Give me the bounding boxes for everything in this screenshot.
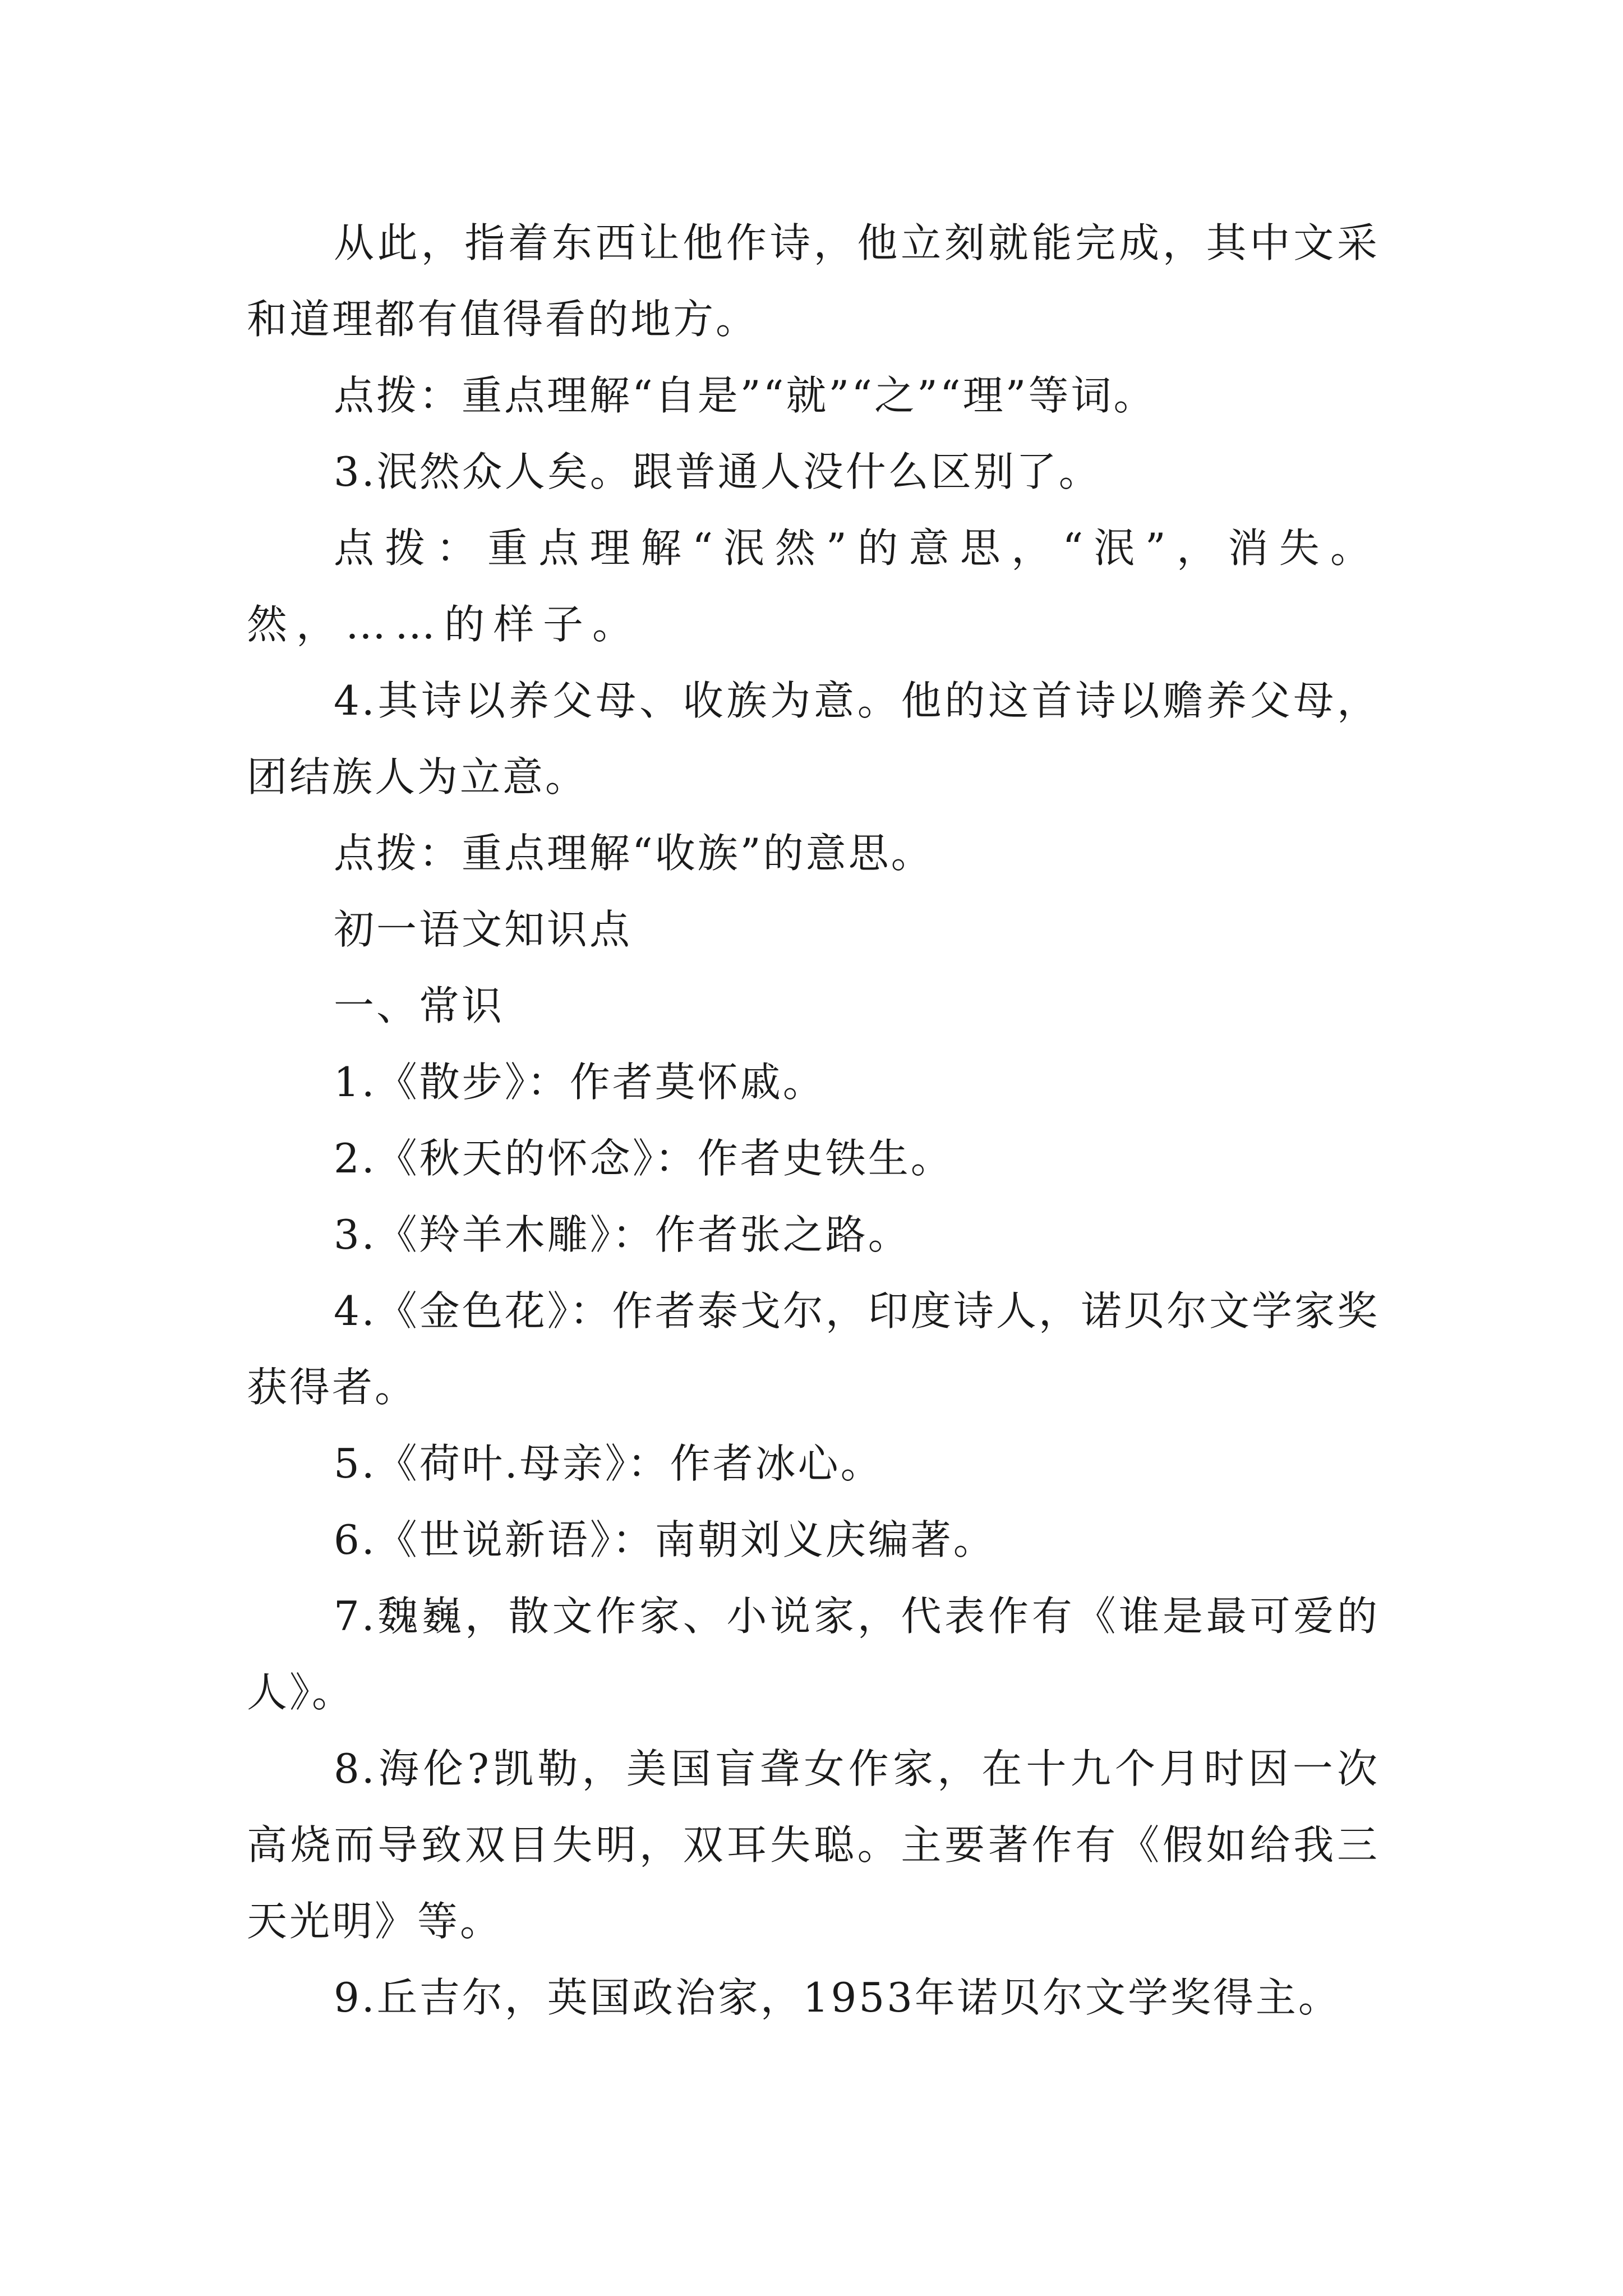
list-item: 3.《羚羊木雕》：作者张之路。 bbox=[334, 1211, 911, 1258]
list-item: 4.《金色花》：作者泰戈尔，印度诗人，诺贝尔文学家奖获得者。 bbox=[247, 1287, 1380, 1411]
list-item: 5.《荷叶.母亲》：作者冰心。 bbox=[334, 1440, 883, 1487]
paragraph: 3.泯然众人矣。跟普通人没什么区别了。 bbox=[334, 448, 1101, 495]
section-heading: 一、常识 bbox=[334, 982, 505, 1029]
section-heading: 初一语文知识点 bbox=[334, 906, 633, 953]
list-item: 2.《秋天的怀念》：作者史铁生。 bbox=[334, 1135, 953, 1182]
paragraph: 从此，指着东西让他作诗，他立刻就能完成，其中文采和道理都有值得看的地方。 bbox=[247, 219, 1380, 343]
paragraph: 点拨：重点理解“收族”的意思。 bbox=[334, 830, 934, 877]
paragraph: 点拨：重点理解“自是”“就”“之”“理”等词。 bbox=[334, 372, 1156, 419]
list-item: 7.魏巍，散文作家、小说家，代表作有《谁是最可爱的人》。 bbox=[247, 1593, 1380, 1716]
document-body bbox=[247, 205, 1380, 2036]
list-item: 1.《散步》：作者莫怀戚。 bbox=[334, 1059, 826, 1106]
paragraph: 4.其诗以养父母、收族为意。他的这首诗以赡养父母，团结族人为立意。 bbox=[247, 677, 1380, 800]
list-item: 8.海伦?凯勒，美国盲聋女作家，在十九个月时因一次高烧而导致双目失明，双耳失聪。主要著作有《假如给我三天光明》等。 bbox=[247, 1745, 1380, 1945]
paragraph: 点拨：重点理解“泯然”的意思，“泯”，消失。然，……的样子。 bbox=[247, 524, 1380, 648]
list-item: 6.《世说新语》：南朝刘义庆编著。 bbox=[334, 1516, 996, 1563]
list-item: 9.丘吉尔，英国政治家，1953年诺贝尔文学奖得主。 bbox=[334, 1974, 1341, 2021]
